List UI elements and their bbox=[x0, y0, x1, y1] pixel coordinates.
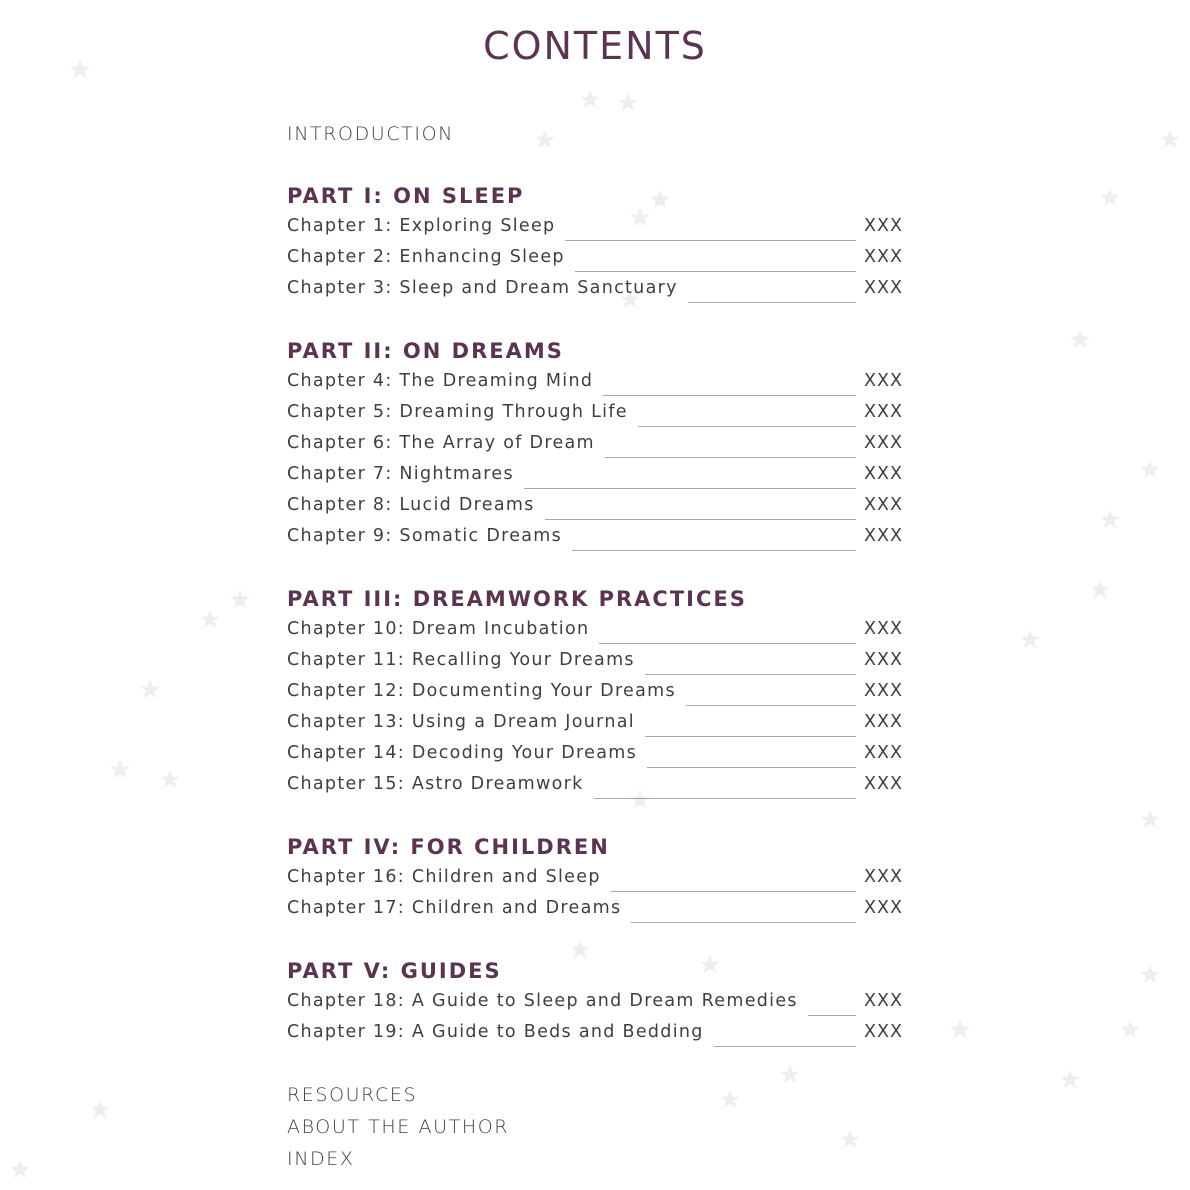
leader-line bbox=[808, 1015, 856, 1016]
chapter-page-number: XXX bbox=[864, 898, 903, 918]
chapter-entry[interactable] bbox=[287, 1018, 903, 1049]
leader-line bbox=[647, 767, 856, 768]
leader-line bbox=[688, 302, 856, 303]
chapter-entry[interactable] bbox=[287, 615, 903, 646]
chapter-page-number: XXX bbox=[864, 650, 903, 670]
chapter-page-number: XXX bbox=[864, 495, 903, 515]
chapter-page-number: XXX bbox=[864, 619, 903, 639]
chapter-entry[interactable] bbox=[287, 274, 903, 305]
chapter-label: Chapter 16: Children and Sleep bbox=[287, 867, 601, 887]
back-matter bbox=[287, 1079, 903, 1175]
chapter-label: Chapter 10: Dream Incubation bbox=[287, 619, 590, 639]
back-matter-item-index[interactable]: INDEX bbox=[287, 1148, 355, 1170]
leader-line bbox=[599, 643, 856, 644]
chapter-label: Chapter 18: A Guide to Sleep and Dream Remedies bbox=[287, 991, 798, 1011]
chapter-entry[interactable] bbox=[287, 894, 903, 925]
leader-line bbox=[603, 395, 856, 396]
chapter-entry[interactable] bbox=[287, 770, 903, 801]
part-title[interactable]: PART I: ON SLEEP bbox=[287, 184, 525, 208]
chapter-label: Chapter 6: The Array of Dream bbox=[287, 433, 595, 453]
chapter-page-number: XXX bbox=[864, 402, 903, 422]
leader-line bbox=[594, 798, 856, 799]
part-title[interactable]: PART V: GUIDES bbox=[287, 959, 502, 983]
chapter-page-number: XXX bbox=[864, 464, 903, 484]
front-matter-item-introduction[interactable]: INTRODUCTION bbox=[287, 123, 454, 145]
leader-line bbox=[575, 271, 856, 272]
chapter-entry[interactable] bbox=[287, 739, 903, 770]
chapter-page-number: XXX bbox=[864, 278, 903, 298]
chapter-label: Chapter 3: Sleep and Dream Sanctuary bbox=[287, 278, 678, 298]
chapter-entry[interactable] bbox=[287, 863, 903, 894]
chapter-entry[interactable] bbox=[287, 243, 903, 274]
leader-line bbox=[524, 488, 856, 489]
chapter-label: Chapter 12: Documenting Your Dreams bbox=[287, 681, 676, 701]
chapter-page-number: XXX bbox=[864, 712, 903, 732]
chapter-entry[interactable] bbox=[287, 460, 903, 491]
chapter-entry[interactable] bbox=[287, 708, 903, 739]
leader-line bbox=[611, 891, 856, 892]
chapter-entry[interactable] bbox=[287, 677, 903, 708]
chapter-label: Chapter 8: Lucid Dreams bbox=[287, 495, 535, 515]
leader-line bbox=[714, 1046, 856, 1047]
chapter-label: Chapter 15: Astro Dreamwork bbox=[287, 774, 584, 794]
chapter-page-number: XXX bbox=[864, 867, 903, 887]
chapter-entry[interactable] bbox=[287, 987, 903, 1018]
part-section bbox=[287, 180, 903, 305]
part-title[interactable]: PART III: DREAMWORK PRACTICES bbox=[287, 587, 747, 611]
chapter-entry[interactable] bbox=[287, 429, 903, 460]
chapter-page-number: XXX bbox=[864, 1022, 903, 1042]
part-section bbox=[287, 831, 903, 925]
back-matter-item-resources[interactable]: RESOURCES bbox=[287, 1084, 418, 1106]
chapter-page-number: XXX bbox=[864, 371, 903, 391]
leader-line bbox=[631, 922, 856, 923]
chapter-label: Chapter 2: Enhancing Sleep bbox=[287, 247, 565, 267]
page-title: CONTENTS bbox=[483, 24, 707, 68]
chapter-page-number: XXX bbox=[864, 247, 903, 267]
chapter-page-number: XXX bbox=[864, 526, 903, 546]
leader-line bbox=[645, 736, 856, 737]
chapter-page-number: XXX bbox=[864, 433, 903, 453]
chapter-label: Chapter 11: Recalling Your Dreams bbox=[287, 650, 635, 670]
leader-line bbox=[638, 426, 856, 427]
chapter-label: Chapter 17: Children and Dreams bbox=[287, 898, 622, 918]
chapter-entry[interactable] bbox=[287, 522, 903, 553]
chapter-label: Chapter 5: Dreaming Through Life bbox=[287, 402, 628, 422]
part-section bbox=[287, 955, 903, 1049]
part-title[interactable]: PART IV: FOR CHILDREN bbox=[287, 835, 610, 859]
chapter-entry[interactable] bbox=[287, 646, 903, 677]
leader-line bbox=[645, 674, 856, 675]
chapter-entry[interactable] bbox=[287, 367, 903, 398]
chapter-label: Chapter 14: Decoding Your Dreams bbox=[287, 743, 638, 763]
chapter-page-number: XXX bbox=[864, 681, 903, 701]
front-matter bbox=[287, 118, 903, 150]
back-matter-item-about-the-author[interactable]: ABOUT THE AUTHOR bbox=[287, 1116, 510, 1138]
leader-line bbox=[605, 457, 856, 458]
leader-line bbox=[572, 550, 856, 551]
chapter-label: Chapter 7: Nightmares bbox=[287, 464, 514, 484]
chapter-label: Chapter 9: Somatic Dreams bbox=[287, 526, 563, 546]
chapter-label: Chapter 4: The Dreaming Mind bbox=[287, 371, 594, 391]
leader-line bbox=[545, 519, 856, 520]
chapter-page-number: XXX bbox=[864, 991, 903, 1011]
chapter-entry[interactable] bbox=[287, 212, 903, 243]
chapter-label: Chapter 19: A Guide to Beds and Bedding bbox=[287, 1022, 704, 1042]
part-title[interactable]: PART II: ON DREAMS bbox=[287, 339, 564, 363]
leader-line bbox=[565, 240, 856, 241]
chapter-entry[interactable] bbox=[287, 398, 903, 429]
chapter-entry[interactable] bbox=[287, 491, 903, 522]
chapter-page-number: XXX bbox=[864, 774, 903, 794]
chapter-label: Chapter 1: Exploring Sleep bbox=[287, 216, 556, 236]
chapter-page-number: XXX bbox=[864, 743, 903, 763]
chapter-label: Chapter 13: Using a Dream Journal bbox=[287, 712, 635, 732]
leader-line bbox=[686, 705, 856, 706]
chapter-page-number: XXX bbox=[864, 216, 903, 236]
part-section bbox=[287, 335, 903, 553]
part-section bbox=[287, 583, 903, 801]
table-of-contents bbox=[287, 118, 903, 1175]
